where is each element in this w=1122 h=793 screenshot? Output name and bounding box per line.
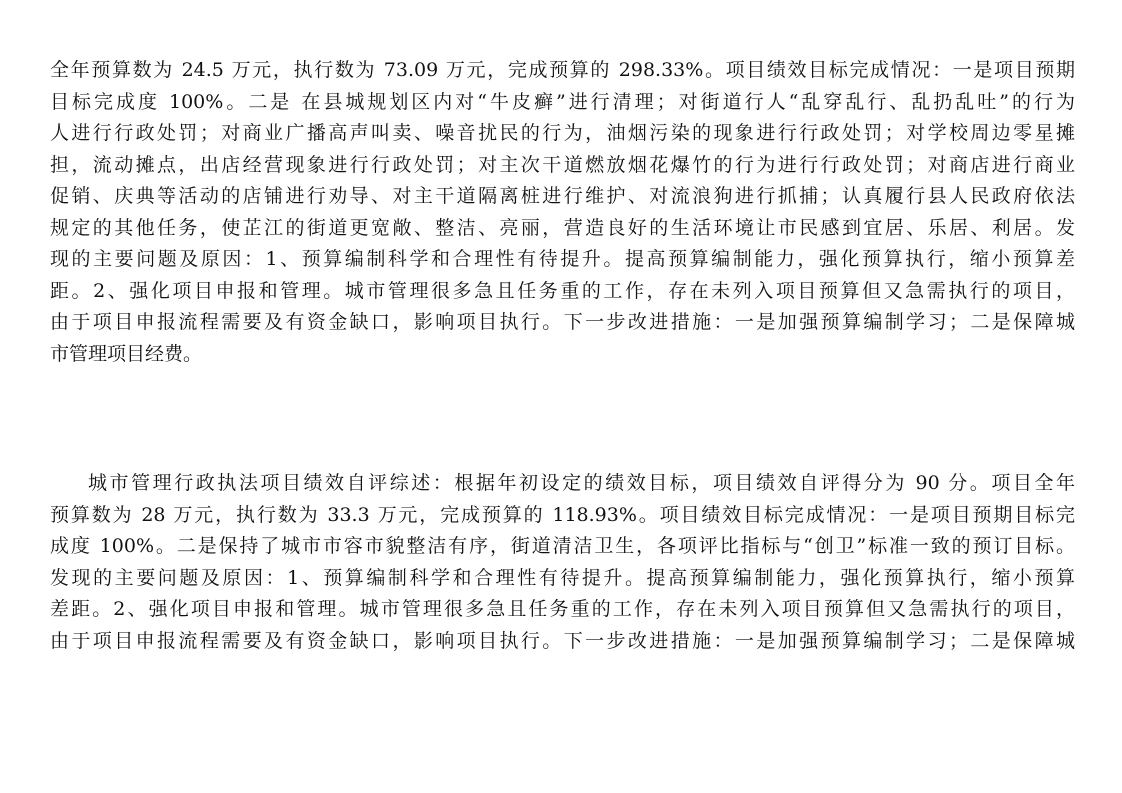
paragraph-line: 由于项目申报流程需要及有资金缺口，影响项目执行。下一步改进措施：一是加强预算编制学习；二是保障城	[50, 629, 1075, 652]
paragraph-line: 距。2、强化项目申报和管理。城市管理很多急且任务重的工作，存在未列入项目预算但又急需执行的项目，	[50, 279, 1075, 302]
paragraph-performance-review	[50, 468, 1075, 657]
paragraph-line: 成度 100%。二是保持了城市市容市貌整洁有序，街道清洁卫生，各项评比指标与“创卫”标准一致的预订目标。	[50, 535, 1075, 557]
paragraph-continued	[50, 55, 1075, 370]
paragraph-line: 担，流动摊点，出店经营现象进行行政处罚；对主次干道燃放烟花爆竹的行为进行行政处罚；对商店进行商业	[50, 153, 1075, 176]
paragraph-line: 由于项目申报流程需要及有资金缺口，影响项目执行。下一步改进措施：一是加强预算编制学习；二是保障城	[50, 311, 1075, 333]
paragraph-line: 差距。2、强化项目申报和管理。城市管理很多急且任务重的工作，存在未列入项目预算但又急需执行的项目，	[50, 598, 1075, 620]
paragraph-line: 市管理项目经费。	[50, 342, 203, 365]
paragraph-line: 预算数为 28 万元，执行数为 33.3 万元，完成预算的 118.93%。项目绩效目标完成情况：一是项目预期目标完	[50, 503, 1075, 526]
paragraph-line: 发现的主要问题及原因：1、预算编制科学和合理性有待提升。提高预算编制能力，强化预算执行，缩小预算	[50, 566, 1075, 589]
paragraph-line: 全年预算数为 24.5 万元，执行数为 73.09 万元，完成预算的 298.33%。项目绩效目标完成情况：一是项目预期	[50, 59, 1075, 81]
paragraph-line: 目标完成度 100%。二是 在县城规划区内对“牛皮癣”进行清理；对街道行人“乱穿乱行、乱扔乱吐”的行为	[50, 90, 1075, 113]
paragraph-line: 人进行行政处罚；对商业广播高声叫卖、噪音扰民的行为，油烟污染的现象进行行政处罚；对学校周边零星摊	[50, 122, 1075, 144]
paragraph-line: 规定的其他任务，使芷江的街道更宽敞、整洁、亮丽，营造良好的生活环境让市民感到宜居、乐居、利居。发	[50, 216, 1075, 239]
paragraph-line: 现的主要问题及原因：1、预算编制科学和合理性有待提升。提高预算编制能力，强化预算执行，缩小预算差	[50, 248, 1075, 270]
paragraph-line: 城市管理行政执法项目绩效自评综述：根据年初设定的绩效目标，项目绩效自评得分为 90 分。项目全年	[88, 472, 1075, 494]
paragraph-line: 促销、庆典等活动的店铺进行劝导、对主干道隔离桩进行维护、对流浪狗进行抓捕；认真履行县人民政府依法	[50, 185, 1075, 207]
